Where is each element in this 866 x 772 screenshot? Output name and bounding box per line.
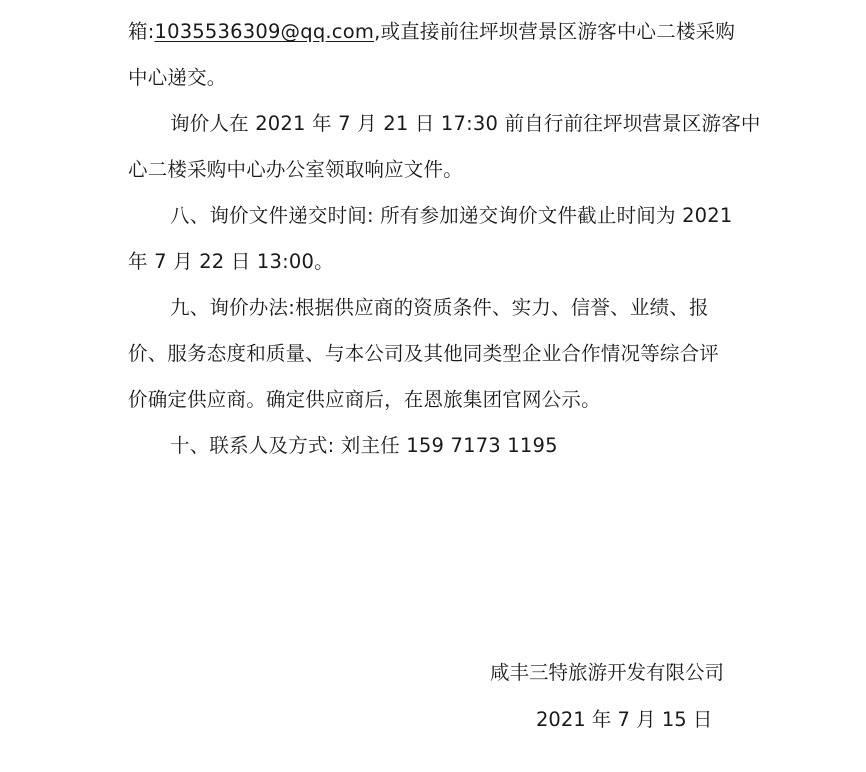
section-9-line-3: 价确定供应商。确定供应商后，在恩旅集团官网公示。 bbox=[128, 388, 601, 411]
paragraph-pickup-line-1: 询价人在 2021 年 7 月 21 日 17:30 前自行前往坪坝营景区游客中 bbox=[170, 112, 761, 135]
email-prefix: 箱: bbox=[128, 20, 155, 43]
email-link[interactable]: 1035536309@qq.com bbox=[154, 20, 375, 43]
paragraph-submission-line-2: 中心递交。 bbox=[128, 66, 227, 89]
signature-date: 2021 年 7 月 15 日 bbox=[536, 708, 713, 731]
signature-company: 咸丰三特旅游开发有限公司 bbox=[490, 661, 725, 684]
section-9-line-2: 价、服务态度和质量、与本公司及其他同类型企业合作情况等综合评 bbox=[128, 342, 720, 365]
paragraph-pickup-line-2: 心二楼采购中心办公室领取响应文件。 bbox=[128, 158, 463, 181]
email-suffix: ,或直接前往坪坝营景区游客中心二楼采购 bbox=[374, 20, 736, 43]
paragraph-email-line bbox=[128, 20, 735, 44]
section-8-line-2: 年 7 月 22 日 13:00。 bbox=[128, 250, 334, 273]
section-8-line-1: 八、询价文件递交时间: 所有参加递交询价文件截止时间为 2021 bbox=[170, 204, 733, 227]
section-10-contact: 十、联系人及方式: 刘主任 159 7173 1195 bbox=[170, 434, 558, 457]
section-9-line-1: 九、询价办法:根据供应商的资质条件、实力、信誉、业绩、报 bbox=[170, 296, 709, 319]
